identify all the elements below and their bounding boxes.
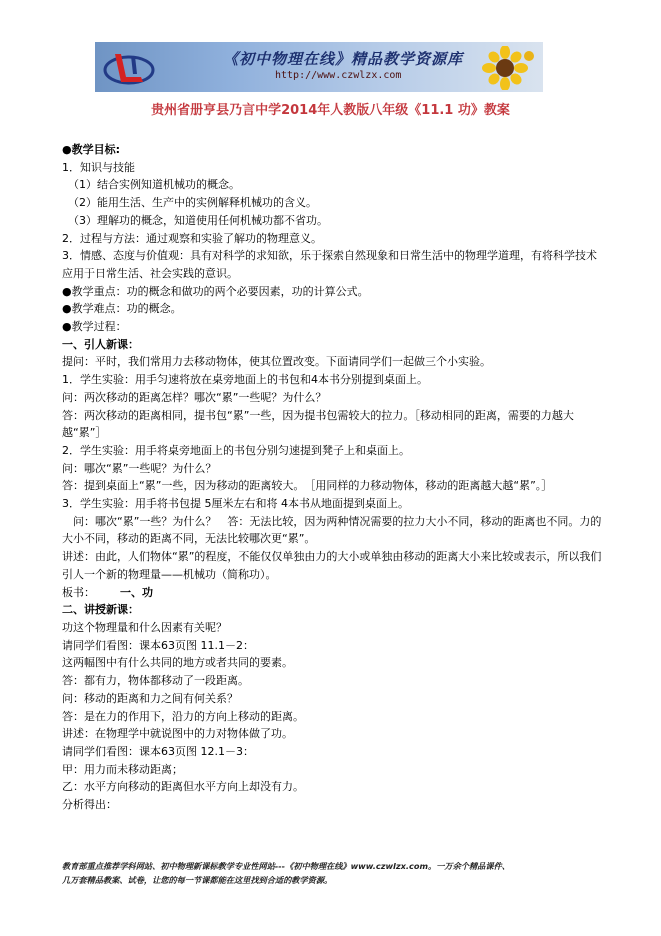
text-line: 1．学生实验：用手匀速将放在桌旁地面上的书包和4本书分别提到桌面上。 [62, 373, 428, 387]
text-line: 问：哪次“累”一些呢？为什么？ [62, 461, 217, 475]
text-line: 问：移动的距离和力之间有何关系？ [62, 691, 238, 705]
text-line: 问：哪次“累”一些？为什么？ 答：无法比较，因为两种情况需要的拉力大小不同，移动的距离也不同。力的大小不同，移动的距离不同，无法比较哪次更“累”。 [62, 514, 602, 546]
text-line: 一、引人新课： [62, 337, 139, 351]
text-line: 功这个物理量和什么因素有关呢？ [62, 620, 227, 634]
text-line: 分析得出： [62, 798, 117, 812]
text-line: 这两幅图中有什么共同的地方或者共同的要素。 [62, 656, 293, 670]
text-line: ●教学目标: [62, 143, 120, 156]
header-banner [95, 42, 543, 92]
text-line: 3．学生实验：用手将书包提 5厘米左右和将 4本书从地面提到桌面上。 [62, 497, 409, 511]
text-line: 2．学生实验：用手将桌旁地面上的书包分别匀速提到凳子上和桌面上。 [62, 443, 410, 457]
text-line: （2）能用生活、生产中的实例解释机械功的含义。 [68, 196, 317, 210]
text-line: 提问：平时，我们常用力去移动物体，使其位置改变。下面请同学们一起做三个小实验。 [62, 355, 491, 369]
site-logo [101, 46, 157, 88]
text-line: 二、讲授新课： [62, 603, 139, 617]
text-line: 甲：用力而未移动距离； [62, 762, 183, 776]
lesson-plan-body [62, 141, 602, 814]
banner-title: 《初中物理在线》精品教学资源库 [223, 50, 464, 68]
text-line: 乙：水平方向移动的距离但水平方向上却没有力。 [62, 780, 304, 794]
text-line: 讲述：由此，人们物体“累”的程度，不能仅仅单独由力的大小或单独由移动的距离大小来比较或表示，所以我们引人一个新的物理量——机械功（简称功）。 [62, 550, 602, 581]
footer-line: 教育部重点推荐学科网站、初中物理新课标教学专业性网站---《初中物理在线》www.czwlzx.com。一万余个精品课件、 [62, 861, 510, 871]
board-heading: 一、功 [120, 585, 153, 599]
text-line: 1．知识与技能 [62, 160, 135, 174]
text-line [62, 584, 602, 602]
board-label: 板书： [62, 585, 95, 599]
text-line: （3）理解功的概念，知道使用任何机械功都不省功。 [68, 213, 328, 227]
page-footer [62, 859, 602, 887]
text-line: ●教学重点：功的概念和做功的两个必要因素，功的计算公式。 [62, 284, 369, 298]
text-line: 3．情感、态度与价值观：具有对科学的求知欲，乐于探索自然现象和日常生活中的物理学道理，有将科学技术应用于日常生活、社会实践的意识。 [62, 249, 597, 280]
text-line: 答：都有力，物体都移动了一段距离。 [62, 674, 249, 688]
page-title: 贵州省册亨县乃言中学2014年人教版八年级《11.1 功》教案 [151, 103, 510, 118]
text-line: 请同学们看图：课本63页图 11.1－2： [62, 638, 254, 652]
text-line: 请同学们看图：课本63页图 12.1－3： [62, 744, 254, 758]
text-line: 答：两次移动的距离相同，提书包“累”一些，因为提书包需较大的拉力。［移动相同的距离，需要的力越大越“累”］ [62, 408, 574, 440]
text-line: （1）结合实例知道机械功的概念。 [68, 178, 240, 192]
text-line: ●教学过程： [62, 320, 127, 334]
footer-line: 几万套精品教案、试卷，让您的每一节课都能在这里找到合适的教学资源。 [62, 875, 333, 885]
banner-url[interactable]: http://www.czwlzx.com [275, 70, 402, 81]
text-line: 答：是在力的作用下，沿力的方向上移动的距离。 [62, 709, 304, 723]
text-line: 讲述：在物理学中就说图中的力对物体做了功。 [62, 727, 293, 741]
sunflower-image [475, 46, 535, 90]
text-line: 2．过程与方法：通过观察和实验了解功的物理意义。 [62, 231, 322, 245]
text-line: 答：提到桌面上“累”一些，因为移动的距离较大。 ［用同样的力移动物体，移动的距离越大越“累”。］ [62, 479, 553, 493]
text-line: ●教学难点：功的概念。 [62, 302, 182, 316]
text-line: 问：两次移动的距离怎样？哪次“累”一些呢？为什么？ [62, 390, 327, 404]
